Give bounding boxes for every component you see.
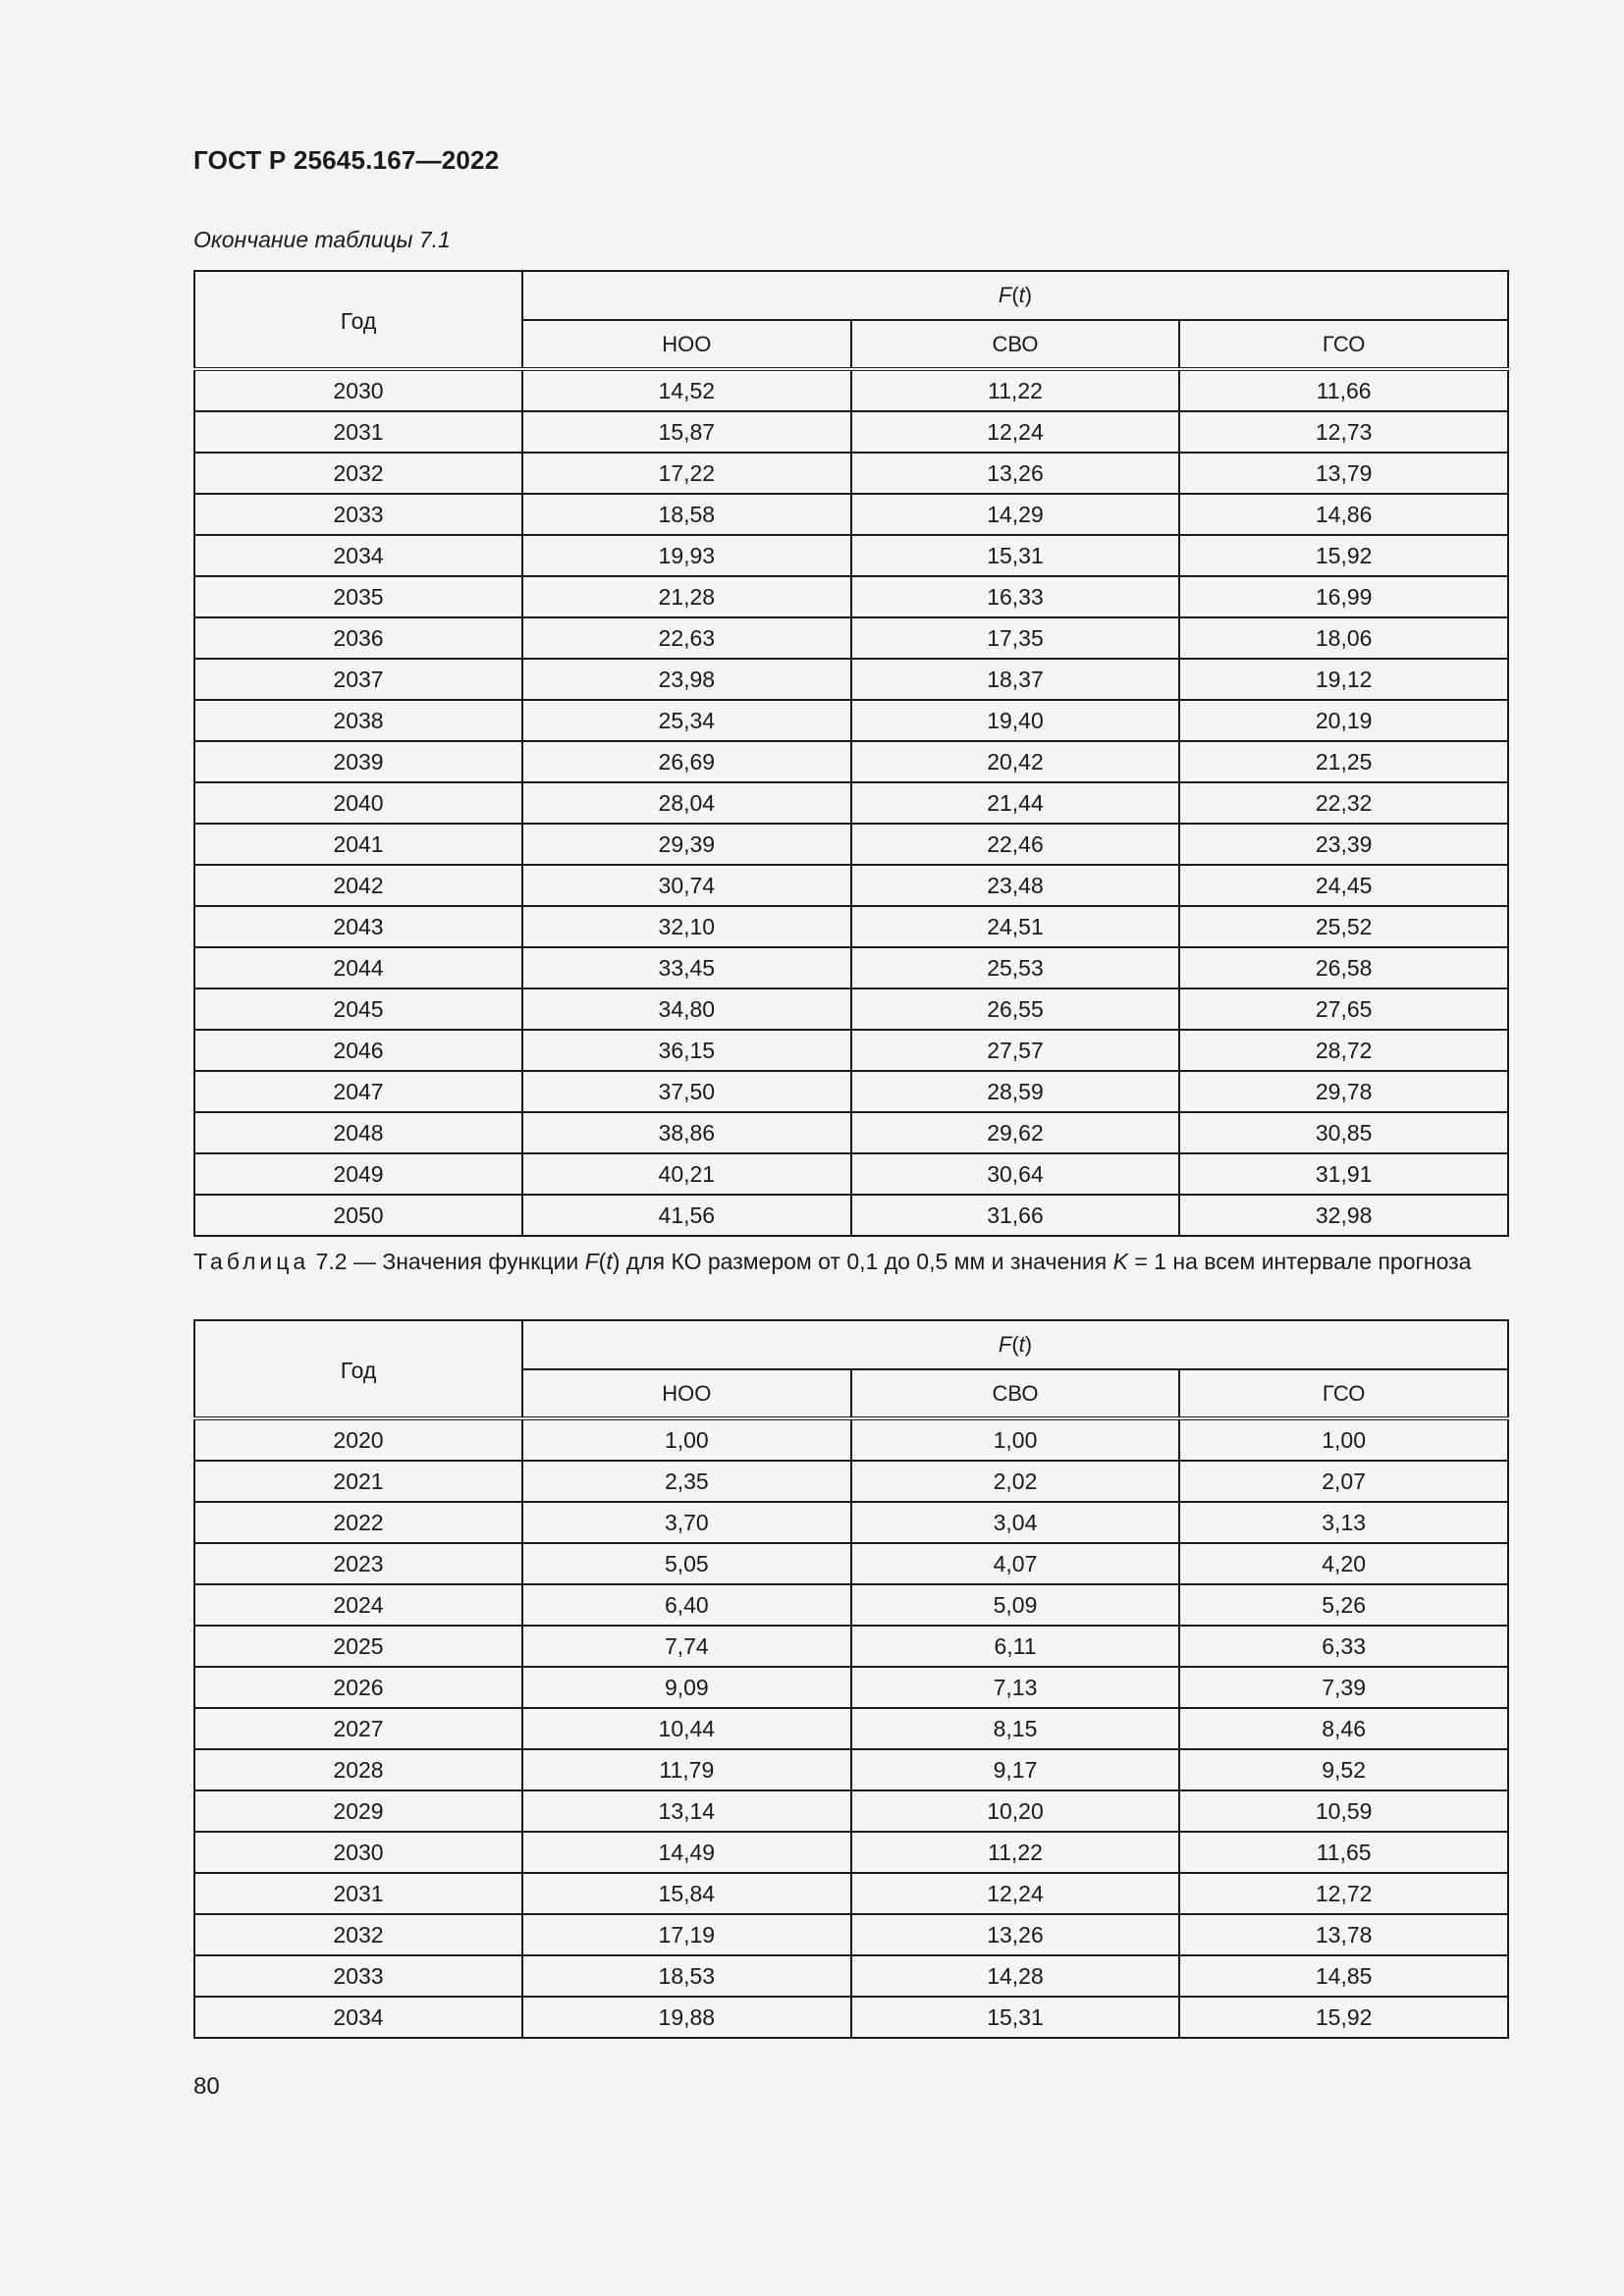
cell-svo: 22,46	[851, 824, 1180, 865]
page-number: 80	[193, 2073, 220, 2100]
cell-svo: 26,55	[851, 988, 1180, 1030]
cell-noo: 32,10	[522, 906, 851, 947]
column-header-year: Год	[194, 271, 522, 369]
cell-svo: 21,44	[851, 782, 1180, 824]
cell-svo: 11,22	[851, 1832, 1180, 1873]
cell-year: 2034	[194, 1997, 522, 2038]
cell-svo: 15,31	[851, 535, 1180, 576]
column-header-gso: ГСО	[1179, 320, 1508, 369]
cell-svo: 28,59	[851, 1071, 1180, 1112]
cell-noo: 29,39	[522, 824, 851, 865]
cell-gso: 9,52	[1179, 1749, 1508, 1790]
table-row	[194, 411, 1508, 453]
cell-svo: 8,15	[851, 1708, 1180, 1749]
cell-noo: 25,34	[522, 700, 851, 741]
cell-gso: 25,52	[1179, 906, 1508, 947]
cell-gso: 26,58	[1179, 947, 1508, 988]
table-row	[194, 700, 1508, 741]
cell-year: 2037	[194, 659, 522, 700]
cell-gso: 20,19	[1179, 700, 1508, 741]
cell-svo: 17,35	[851, 617, 1180, 659]
cell-svo: 27,57	[851, 1030, 1180, 1071]
cell-svo: 14,29	[851, 494, 1180, 535]
function-argument: t	[1018, 1332, 1025, 1357]
cell-year: 2030	[194, 1832, 522, 1873]
cell-noo: 15,84	[522, 1873, 851, 1914]
cell-noo: 15,87	[522, 411, 851, 453]
cell-noo: 23,98	[522, 659, 851, 700]
table-row	[194, 741, 1508, 782]
cell-noo: 5,05	[522, 1543, 851, 1584]
cell-gso: 11,65	[1179, 1832, 1508, 1873]
cell-svo: 16,33	[851, 576, 1180, 617]
cell-svo: 24,51	[851, 906, 1180, 947]
cell-svo: 25,53	[851, 947, 1180, 988]
table-7-2	[193, 1319, 1509, 2039]
cell-svo: 2,02	[851, 1461, 1180, 1502]
cell-year: 2029	[194, 1790, 522, 1832]
cell-svo: 30,64	[851, 1153, 1180, 1195]
cell-year: 2024	[194, 1584, 522, 1626]
table-row	[194, 906, 1508, 947]
column-header-gso: ГСО	[1179, 1369, 1508, 1418]
cell-gso: 30,85	[1179, 1112, 1508, 1153]
cell-noo: 21,28	[522, 576, 851, 617]
cell-gso: 24,45	[1179, 865, 1508, 906]
cell-year: 2033	[194, 494, 522, 535]
cell-noo: 30,74	[522, 865, 851, 906]
cell-svo: 3,04	[851, 1502, 1180, 1543]
cell-gso: 7,39	[1179, 1667, 1508, 1708]
cell-gso: 2,07	[1179, 1461, 1508, 1502]
cell-gso: 23,39	[1179, 824, 1508, 865]
table-row	[194, 1418, 1508, 1461]
column-header-noo: НОО	[522, 1369, 851, 1418]
cell-year: 2030	[194, 369, 522, 411]
cell-gso: 29,78	[1179, 1071, 1508, 1112]
cell-year: 2044	[194, 947, 522, 988]
cell-year: 2036	[194, 617, 522, 659]
table-row	[194, 947, 1508, 988]
cell-year: 2032	[194, 1914, 522, 1955]
cell-year: 2040	[194, 782, 522, 824]
cell-year: 2033	[194, 1955, 522, 1997]
cell-gso: 5,26	[1179, 1584, 1508, 1626]
cell-year: 2039	[194, 741, 522, 782]
cell-noo: 2,35	[522, 1461, 851, 1502]
cell-noo: 19,93	[522, 535, 851, 576]
table-row	[194, 1502, 1508, 1543]
cell-gso: 28,72	[1179, 1030, 1508, 1071]
cell-year: 2042	[194, 865, 522, 906]
cell-year: 2041	[194, 824, 522, 865]
table-row	[194, 1461, 1508, 1502]
cell-gso: 11,66	[1179, 369, 1508, 411]
cell-noo: 33,45	[522, 947, 851, 988]
table-row	[194, 1955, 1508, 1997]
table-7-2-caption: Таблица 7.2 — Значения функции F(t) для КО размером от 0,1 до 0,5 мм и значения K = 1 на всем интервале прогноза	[193, 1249, 1472, 1274]
cell-noo: 40,21	[522, 1153, 851, 1195]
cell-noo: 19,88	[522, 1997, 851, 2038]
cell-gso: 19,12	[1179, 659, 1508, 700]
cell-year: 2026	[194, 1667, 522, 1708]
table-7-1-continuation	[193, 270, 1509, 1237]
cell-svo: 31,66	[851, 1195, 1180, 1236]
cell-gso: 31,91	[1179, 1153, 1508, 1195]
cell-noo: 13,14	[522, 1790, 851, 1832]
cell-gso: 21,25	[1179, 741, 1508, 782]
table-row	[194, 1873, 1508, 1914]
document-code: ГОСТ Р 25645.167—2022	[193, 145, 500, 175]
table-label: Таблица	[193, 1249, 310, 1274]
cell-svo: 15,31	[851, 1997, 1180, 2038]
cell-svo: 18,37	[851, 659, 1180, 700]
cell-noo: 14,49	[522, 1832, 851, 1873]
cell-noo: 11,79	[522, 1749, 851, 1790]
cell-svo: 6,11	[851, 1626, 1180, 1667]
column-header-svo: СВО	[851, 1369, 1180, 1418]
table-row	[194, 494, 1508, 535]
cell-noo: 7,74	[522, 1626, 851, 1667]
cell-gso: 15,92	[1179, 1997, 1508, 2038]
cell-year: 2035	[194, 576, 522, 617]
cell-noo: 9,09	[522, 1667, 851, 1708]
cell-noo: 6,40	[522, 1584, 851, 1626]
cell-year: 2020	[194, 1418, 522, 1461]
column-header-noo: НОО	[522, 320, 851, 369]
column-group-header-ft: F(t)	[522, 1320, 1508, 1369]
function-argument: t	[1018, 283, 1025, 307]
table-row	[194, 1667, 1508, 1708]
cell-gso: 6,33	[1179, 1626, 1508, 1667]
cell-svo: 4,07	[851, 1543, 1180, 1584]
cell-svo: 13,26	[851, 453, 1180, 494]
cell-gso: 15,92	[1179, 535, 1508, 576]
table-row	[194, 1071, 1508, 1112]
table-7-1-body	[194, 369, 1508, 1236]
cell-svo: 14,28	[851, 1955, 1180, 1997]
cell-year: 2038	[194, 700, 522, 741]
cell-svo: 13,26	[851, 1914, 1180, 1955]
cell-noo: 18,58	[522, 494, 851, 535]
cell-year: 2031	[194, 411, 522, 453]
cell-svo: 7,13	[851, 1667, 1180, 1708]
cell-svo: 10,20	[851, 1790, 1180, 1832]
table-row	[194, 1749, 1508, 1790]
cell-noo: 28,04	[522, 782, 851, 824]
cell-year: 2032	[194, 453, 522, 494]
cell-year: 2047	[194, 1071, 522, 1112]
cell-noo: 36,15	[522, 1030, 851, 1071]
cell-gso: 8,46	[1179, 1708, 1508, 1749]
cell-noo: 18,53	[522, 1955, 851, 1997]
column-header-svo: СВО	[851, 320, 1180, 369]
cell-noo: 26,69	[522, 741, 851, 782]
table-row	[194, 659, 1508, 700]
cell-gso: 12,72	[1179, 1873, 1508, 1914]
cell-year: 2028	[194, 1749, 522, 1790]
table-row	[194, 1832, 1508, 1873]
table-row	[194, 1997, 1508, 2038]
cell-year: 2048	[194, 1112, 522, 1153]
cell-gso: 13,79	[1179, 453, 1508, 494]
table-row	[194, 782, 1508, 824]
column-group-header-ft: F(t)	[522, 271, 1508, 320]
cell-noo: 38,86	[522, 1112, 851, 1153]
table-row	[194, 1153, 1508, 1195]
table-row	[194, 369, 1508, 411]
table-row	[194, 1914, 1508, 1955]
cell-noo: 17,19	[522, 1914, 851, 1955]
table-row	[194, 824, 1508, 865]
table-row	[194, 535, 1508, 576]
table-row	[194, 865, 1508, 906]
table-continuation-caption: Окончание таблицы 7.1	[193, 227, 451, 252]
cell-noo: 10,44	[522, 1708, 851, 1749]
function-symbol: F	[998, 283, 1012, 307]
cell-year: 2023	[194, 1543, 522, 1584]
cell-svo: 23,48	[851, 865, 1180, 906]
cell-svo: 11,22	[851, 369, 1180, 411]
cell-svo: 19,40	[851, 700, 1180, 741]
cell-noo: 41,56	[522, 1195, 851, 1236]
cell-year: 2021	[194, 1461, 522, 1502]
table-row	[194, 1112, 1508, 1153]
cell-gso: 12,73	[1179, 411, 1508, 453]
cell-gso: 18,06	[1179, 617, 1508, 659]
cell-noo: 17,22	[522, 453, 851, 494]
cell-noo: 14,52	[522, 369, 851, 411]
cell-gso: 10,59	[1179, 1790, 1508, 1832]
table-row	[194, 576, 1508, 617]
cell-year: 2045	[194, 988, 522, 1030]
table-row	[194, 988, 1508, 1030]
cell-gso: 14,85	[1179, 1955, 1508, 1997]
cell-noo: 3,70	[522, 1502, 851, 1543]
cell-gso: 22,32	[1179, 782, 1508, 824]
table-row	[194, 1790, 1508, 1832]
cell-svo: 5,09	[851, 1584, 1180, 1626]
cell-gso: 32,98	[1179, 1195, 1508, 1236]
cell-svo: 29,62	[851, 1112, 1180, 1153]
cell-gso: 1,00	[1179, 1418, 1508, 1461]
cell-svo: 1,00	[851, 1418, 1180, 1461]
cell-svo: 12,24	[851, 1873, 1180, 1914]
cell-year: 2050	[194, 1195, 522, 1236]
cell-year: 2043	[194, 906, 522, 947]
cell-gso: 13,78	[1179, 1914, 1508, 1955]
cell-year: 2049	[194, 1153, 522, 1195]
column-header-year: Год	[194, 1320, 522, 1418]
cell-svo: 20,42	[851, 741, 1180, 782]
cell-gso: 3,13	[1179, 1502, 1508, 1543]
table-row	[194, 453, 1508, 494]
cell-year: 2031	[194, 1873, 522, 1914]
cell-year: 2025	[194, 1626, 522, 1667]
cell-svo: 9,17	[851, 1749, 1180, 1790]
function-symbol: F	[998, 1332, 1012, 1357]
cell-noo: 22,63	[522, 617, 851, 659]
table-row	[194, 1626, 1508, 1667]
cell-gso: 14,86	[1179, 494, 1508, 535]
cell-svo: 12,24	[851, 411, 1180, 453]
cell-noo: 37,50	[522, 1071, 851, 1112]
table-row	[194, 1030, 1508, 1071]
cell-year: 2027	[194, 1708, 522, 1749]
cell-gso: 4,20	[1179, 1543, 1508, 1584]
cell-noo: 1,00	[522, 1418, 851, 1461]
cell-year: 2022	[194, 1502, 522, 1543]
table-row	[194, 1584, 1508, 1626]
cell-year: 2034	[194, 535, 522, 576]
table-row	[194, 1543, 1508, 1584]
cell-gso: 27,65	[1179, 988, 1508, 1030]
table-row	[194, 1195, 1508, 1236]
cell-gso: 16,99	[1179, 576, 1508, 617]
cell-year: 2046	[194, 1030, 522, 1071]
table-row	[194, 617, 1508, 659]
table-7-2-body	[194, 1418, 1508, 2038]
cell-noo: 34,80	[522, 988, 851, 1030]
table-row	[194, 1708, 1508, 1749]
